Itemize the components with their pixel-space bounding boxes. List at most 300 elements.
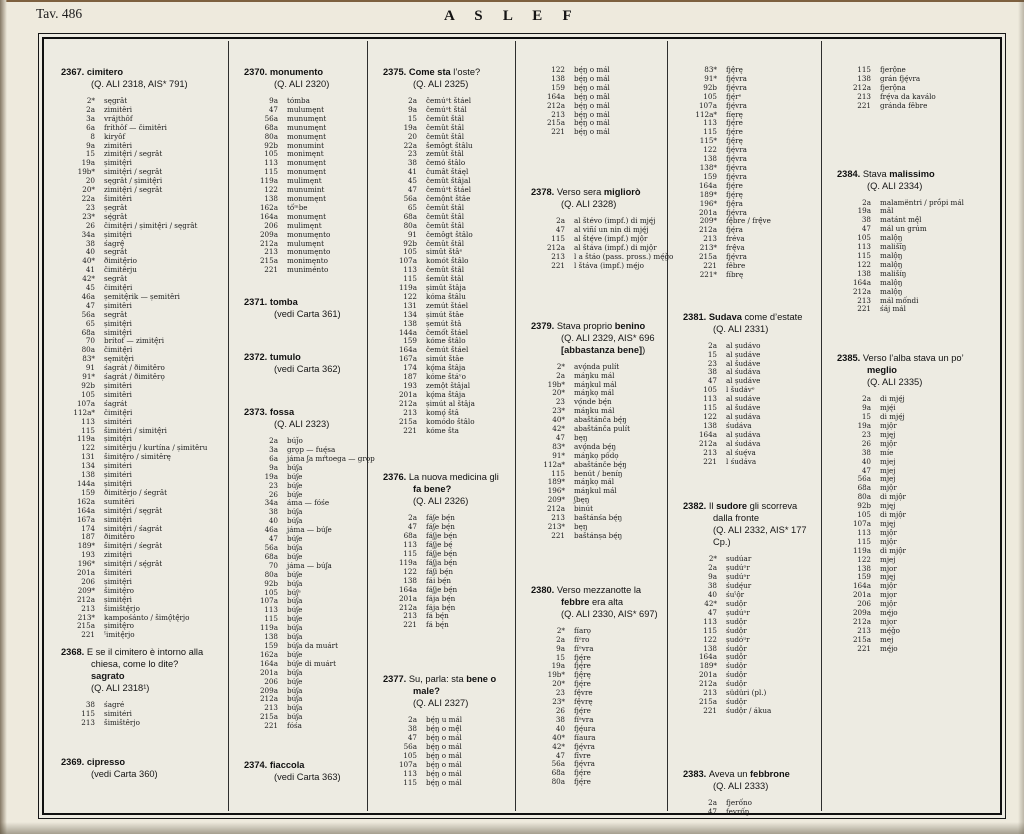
entry-dialect-form: monumęnt bbox=[287, 211, 326, 221]
entry-locality-ref: 115 bbox=[857, 65, 871, 74]
entry-locality-ref: 196* bbox=[699, 198, 717, 208]
entry-dialect-form: abaštánĉa bę́ŋ bbox=[574, 415, 627, 425]
entry-row bbox=[244, 669, 367, 678]
entry-dialect-form: simitę̂ri bbox=[104, 327, 132, 337]
entry-locality-ref: 119a bbox=[398, 557, 417, 567]
entry-locality-ref: 115 bbox=[857, 250, 871, 260]
entry-dialect-form: bę́ŋ o mál bbox=[426, 733, 462, 743]
entry-dialect-form: ṣudúᵃr bbox=[726, 607, 750, 617]
section-source-text: (Q. ALI 2335) bbox=[867, 377, 923, 388]
entry-locality-ref: 23* bbox=[82, 211, 95, 221]
entry-dialect-form: simitêrju / kurtína / ṣimitêru bbox=[104, 443, 208, 453]
entry-dialect-form: fréva bbox=[726, 234, 745, 244]
entry-locality-ref: 164a bbox=[76, 505, 95, 515]
entry-dialect-form: mál mốndi bbox=[880, 295, 919, 305]
entry-locality-ref: 144a bbox=[76, 478, 95, 488]
entry-locality-ref: 201a bbox=[76, 568, 95, 578]
entry-locality-ref: 47 bbox=[555, 432, 565, 442]
entry-locality-ref: 19b* bbox=[547, 379, 565, 389]
section-title-text: Verso mezzanotte la bbox=[556, 584, 642, 595]
entry-dialect-form: máŋku mál bbox=[574, 406, 615, 416]
entry-dialect-form: čimitę̂ri / ṣimitę̂ri / sęgrât bbox=[104, 220, 198, 230]
section-source-text: [abbastanza bene] bbox=[561, 344, 643, 355]
entry-list bbox=[837, 395, 998, 653]
entry-locality-ref: 115 bbox=[703, 127, 717, 137]
entry-locality-ref: 212a bbox=[76, 594, 95, 604]
entry-row bbox=[61, 631, 228, 640]
section-number: 2381. bbox=[683, 311, 709, 322]
column-4 bbox=[516, 41, 674, 811]
section-title-text: Verso sera bbox=[556, 187, 604, 198]
entry-dialect-form: búʃa bbox=[287, 712, 303, 722]
entry-dialect-form: čemût štâl bbox=[426, 202, 465, 212]
section-number: 2374. bbox=[244, 760, 270, 771]
entry-locality-ref: 215a bbox=[852, 634, 871, 644]
entry-dialect-form: čimitę̂ri bbox=[104, 407, 133, 417]
entry-dialect-form: mę́jo bbox=[880, 608, 898, 618]
entry-locality-ref: 115* bbox=[699, 136, 717, 146]
section-number: 2376. bbox=[383, 472, 409, 483]
entry-locality-ref: 80a bbox=[264, 569, 278, 579]
entry-dialect-form: simitéri bbox=[104, 709, 132, 719]
entry-dialect-form: fóśa bbox=[287, 721, 302, 731]
entry-locality-ref: 19b* bbox=[547, 670, 565, 680]
entry-row bbox=[244, 499, 367, 508]
entry-dialect-form: al ṣudáve bbox=[726, 349, 761, 359]
entry-dialect-form: čemût štâl bbox=[426, 131, 465, 141]
entry-dialect-form: simitêri bbox=[104, 389, 132, 399]
entry-row bbox=[61, 719, 228, 728]
entry-row bbox=[531, 716, 667, 725]
entry-locality-ref: 26 bbox=[85, 220, 95, 230]
entry-dialect-form: di mjộr bbox=[880, 510, 906, 520]
entry-dialect-form: benút / beníŋ bbox=[574, 468, 623, 478]
entry-dialect-form: mjej bbox=[880, 554, 896, 564]
section-number: 2380. bbox=[531, 584, 557, 595]
section-2385 bbox=[837, 352, 998, 653]
atlas-title: A S L E F bbox=[444, 8, 580, 24]
entry-locality-ref: 46a bbox=[264, 525, 278, 535]
entry-dialect-form: čemúᵒt štáel bbox=[426, 185, 472, 195]
entry-locality-ref: 138 bbox=[403, 575, 417, 585]
entry-locality-ref: 40 bbox=[85, 247, 95, 257]
entry-dialect-form: di mję́j bbox=[880, 394, 905, 404]
entry-locality-ref: 189* bbox=[699, 661, 717, 671]
section-title-text: Stava proprio bbox=[556, 320, 615, 331]
entry-dialect-form: malộŋ bbox=[880, 259, 903, 269]
entry-dialect-form: al ṣudávo bbox=[726, 340, 761, 350]
entry-locality-ref: 47 bbox=[268, 104, 278, 114]
entry-locality-ref: 80a bbox=[264, 131, 278, 141]
entry-locality-ref: 47 bbox=[85, 300, 95, 310]
entry-dialect-form: fáʃe bę́n bbox=[426, 513, 455, 523]
entry-row bbox=[683, 707, 821, 716]
entry-dialect-form: abaštánče bę́ŋ bbox=[574, 459, 627, 469]
entry-locality-ref: 138 bbox=[264, 193, 278, 203]
entry-dialect-form: mjộr bbox=[880, 599, 897, 609]
entry-locality-ref: 113 bbox=[403, 768, 417, 778]
section-source-text: (Q. ALI 2330, AIS* 697) bbox=[561, 608, 658, 619]
entry-dialect-form: búʃa da muárt bbox=[287, 640, 338, 650]
entry-dialect-form: bę́ŋ o mál bbox=[574, 100, 610, 110]
section-heading bbox=[531, 320, 667, 332]
entry-row bbox=[837, 645, 998, 654]
entry-list bbox=[531, 627, 667, 787]
entry-locality-ref: 221 bbox=[264, 721, 278, 731]
entry-locality-ref: 213 bbox=[857, 295, 871, 305]
entry-locality-ref: 213 bbox=[703, 234, 717, 244]
entry-dialect-form: fá bę́n bbox=[426, 611, 449, 621]
entry-locality-ref: 138 bbox=[264, 632, 278, 642]
entry-dialect-form: zemút štáel bbox=[426, 300, 469, 310]
entry-dialect-form: al šudáve bbox=[726, 403, 761, 413]
entry-dialect-form: šemôgt štâlu bbox=[426, 140, 473, 150]
entry-dialect-form: fę̂vrę bbox=[574, 697, 593, 707]
section-title-text: Verso l’alba stava un po’ bbox=[862, 353, 964, 364]
plate-frame-inner bbox=[42, 37, 1002, 815]
entry-locality-ref: 159 bbox=[703, 171, 717, 181]
entry-locality-ref: 113 bbox=[403, 265, 417, 275]
entry-locality-ref: 2* bbox=[708, 554, 717, 564]
section-number: 2379. bbox=[531, 320, 557, 331]
entry-dialect-form: fję́vra bbox=[726, 82, 747, 92]
entry-dialect-form: śudộr bbox=[726, 670, 747, 680]
section-source bbox=[683, 780, 821, 792]
section-source-text: (Q. ALI 2329, AIS* 696 bbox=[561, 332, 655, 343]
entry-locality-ref: 213* bbox=[77, 612, 95, 622]
entry-dialect-form: bę́ŋ o mál bbox=[426, 777, 462, 787]
entry-dialect-form: avǫ́nda pulít bbox=[574, 361, 620, 371]
section-title-text: Aveva un bbox=[708, 768, 751, 779]
section-number: 2372. bbox=[244, 352, 270, 363]
entry-dialect-form: fję́vra bbox=[726, 145, 747, 155]
entry-dialect-form: l a štáo (pass. pross.) mę́ǧo bbox=[574, 251, 674, 261]
section-source bbox=[837, 376, 998, 388]
entry-row bbox=[244, 266, 367, 275]
entry-dialect-form: mjộr bbox=[880, 581, 897, 591]
entry-locality-ref: 174 bbox=[403, 363, 417, 373]
entry-locality-ref: 2a bbox=[862, 394, 871, 404]
entry-locality-ref: 138 bbox=[403, 318, 417, 328]
section-heading bbox=[383, 673, 515, 697]
entry-dialect-form: munumęnt bbox=[287, 122, 327, 132]
entry-dialect-form: tốᵐbe bbox=[287, 202, 308, 212]
entry-locality-ref: 122 bbox=[703, 412, 717, 421]
entry-locality-ref: 2a bbox=[269, 436, 278, 446]
entry-locality-ref: 213 bbox=[551, 251, 565, 261]
entry-locality-ref: 20 bbox=[407, 131, 417, 141]
entry-dialect-form: fáʃe bę́n bbox=[426, 522, 455, 532]
entry-locality-ref: 164a bbox=[398, 345, 417, 355]
entry-dialect-form: čimitêrju bbox=[104, 265, 137, 275]
entry-locality-ref: 92b bbox=[264, 140, 278, 150]
section-source-text: (Q. ALI 2331) bbox=[713, 323, 769, 334]
section-title-text: monumento bbox=[269, 67, 324, 77]
entry-row bbox=[683, 573, 821, 582]
section-title-text: febbrone bbox=[750, 768, 790, 779]
entry-locality-ref: 221 bbox=[703, 705, 717, 715]
entry-dialect-form: fję̂rę bbox=[726, 65, 743, 74]
entry-list bbox=[683, 66, 821, 280]
entry-dialect-form: mjộr bbox=[880, 483, 897, 493]
section-title-text: l’oste? bbox=[453, 67, 481, 77]
entry-dialect-form: mjęj bbox=[880, 429, 896, 439]
entry-dialect-form: kóma štâlu bbox=[426, 291, 466, 301]
entry-dialect-form: kóme šta bbox=[426, 425, 459, 435]
entry-list bbox=[683, 555, 821, 715]
entry-locality-ref: 212a bbox=[398, 602, 417, 612]
entry-list bbox=[683, 342, 821, 467]
section-source-text: (Q. ALI 2325) bbox=[413, 79, 469, 89]
section-continued-list bbox=[837, 66, 998, 111]
entry-dialect-form: śuˁộr bbox=[726, 590, 745, 600]
section-title-text: E se il cimitero è intorno alla chiesa, come lo dite? bbox=[86, 647, 204, 670]
entry-dialect-form: fíᵉvra bbox=[574, 643, 594, 653]
entry-dialect-form: mâl bbox=[880, 206, 894, 216]
entry-locality-ref: 34a bbox=[81, 229, 95, 239]
entry-dialect-form: śagrát bbox=[104, 398, 128, 408]
entry-dialect-form: máŋkọ mál bbox=[574, 477, 615, 487]
entry-locality-ref: 115 bbox=[81, 709, 95, 719]
column-2 bbox=[229, 41, 375, 811]
entry-locality-ref: 119a bbox=[259, 176, 278, 186]
entry-locality-ref: 113 bbox=[703, 616, 717, 626]
entry-locality-ref: 206 bbox=[857, 599, 871, 609]
section-2375 bbox=[383, 66, 515, 435]
section-title-text: tumulo bbox=[269, 352, 301, 363]
entry-dialect-form: fję̂rę bbox=[726, 136, 743, 146]
entry-dialect-form: matánt mę̂l bbox=[880, 215, 922, 225]
section-title-text: Su, parla: sta bbox=[408, 674, 467, 685]
entry-dialect-form: munumęnt bbox=[287, 113, 327, 123]
entry-locality-ref: 122 bbox=[857, 259, 871, 269]
entry-dialect-form: fjerộne bbox=[880, 65, 906, 74]
section-source-text: (Q. ALI 2332, AIS* 177 Cp.) bbox=[713, 525, 807, 548]
entry-locality-ref: 2a bbox=[556, 634, 565, 644]
entry-locality-ref: 46a bbox=[81, 291, 95, 301]
entry-locality-ref: 68a bbox=[81, 327, 95, 337]
entry-dialect-form: ṣimitę̂ri bbox=[104, 229, 132, 239]
entry-dialect-form: čimitę̂ri bbox=[104, 345, 133, 355]
entry-dialect-form: čemó štâlo bbox=[426, 158, 466, 168]
entry-locality-ref: 34a bbox=[264, 498, 278, 508]
entry-dialect-form: monumęnt bbox=[287, 131, 326, 141]
entry-locality-ref: 40 bbox=[268, 516, 278, 526]
entry-list bbox=[383, 97, 515, 435]
entry-locality-ref: 83* bbox=[552, 441, 565, 451]
section-title-text: bene o male? bbox=[413, 674, 497, 697]
entry-dialect-form: ṣimitę̂ri bbox=[104, 434, 132, 444]
section-2378 bbox=[531, 186, 674, 270]
section-title-text: malissimo bbox=[889, 168, 935, 179]
entry-locality-ref: 113 bbox=[857, 242, 871, 252]
entry-dialect-form: śagrę̂ bbox=[104, 238, 125, 248]
section-source bbox=[531, 608, 667, 620]
entry-row bbox=[531, 636, 667, 645]
entry-locality-ref: 107a bbox=[852, 519, 871, 528]
entry-list bbox=[244, 97, 367, 275]
entry-dialect-form: fáʃi bę́n bbox=[426, 566, 453, 576]
entry-locality-ref: 164a bbox=[698, 180, 717, 190]
entry-locality-ref: 213 bbox=[264, 247, 278, 257]
entry-dialect-form: búʃe bbox=[287, 649, 303, 659]
entry-locality-ref: 68a bbox=[403, 531, 417, 541]
entry-dialect-form: fję́re bbox=[574, 705, 591, 715]
entry-dialect-form: bę́ŋ o mál bbox=[426, 750, 462, 760]
entry-locality-ref: 8 bbox=[90, 131, 95, 141]
section-title-text: Sudava bbox=[708, 311, 742, 322]
entry-dialect-form: bę́ŋ o mál bbox=[574, 109, 610, 119]
entry-row bbox=[837, 305, 998, 314]
entry-locality-ref: 80a bbox=[403, 220, 417, 230]
entry-dialect-form: frę̂va bbox=[726, 243, 745, 253]
entry-locality-ref: 131 bbox=[403, 300, 417, 310]
section-heading bbox=[837, 352, 998, 376]
entry-locality-ref: 20* bbox=[552, 679, 565, 689]
scan-edge-right bbox=[1018, 0, 1024, 834]
entry-dialect-form: zimitêri bbox=[104, 140, 133, 150]
entry-dialect-form: bę́ŋ o mę̂l bbox=[426, 724, 462, 734]
entry-locality-ref: 138 bbox=[857, 268, 871, 278]
entry-list bbox=[383, 514, 515, 630]
entry-dialect-form: ṣimitę̂ri bbox=[104, 158, 132, 168]
entry-dialect-form: máŋkul mál bbox=[574, 379, 617, 389]
section-heading bbox=[244, 759, 367, 771]
entry-dialect-form: śudộr bbox=[726, 679, 747, 689]
entry-locality-ref: 38 bbox=[707, 367, 717, 377]
entry-list bbox=[383, 716, 515, 787]
entry-dialect-form: sęgrât / ṣimitę̂ri bbox=[104, 176, 163, 186]
entry-row bbox=[531, 532, 667, 541]
section-2381 bbox=[683, 311, 821, 467]
entry-dialect-form: mę́jo bbox=[880, 643, 898, 653]
entry-locality-ref: 56a bbox=[264, 543, 278, 552]
entry-locality-ref: 105 bbox=[403, 750, 417, 760]
section-source-text: (Q. ALI 2333) bbox=[713, 780, 769, 791]
entry-dialect-form: fîvre bbox=[574, 750, 591, 760]
section-source bbox=[531, 198, 667, 210]
entry-dialect-form: fję́rᵉ bbox=[726, 91, 742, 101]
entry-locality-ref: 164a bbox=[259, 658, 278, 668]
entry-dialect-form: fję́vra bbox=[726, 252, 747, 262]
entry-dialect-form: śudộr bbox=[726, 661, 747, 671]
entry-dialect-form: al viñí un nin di mję́j bbox=[574, 225, 649, 235]
entry-locality-ref: 47 bbox=[555, 750, 565, 760]
entry-locality-ref: 212a bbox=[546, 100, 565, 110]
section-heading bbox=[244, 406, 367, 418]
entry-dialect-form: ṣudúᵒr bbox=[726, 563, 750, 573]
entry-dialect-form: baštánṣa bę́ŋ bbox=[574, 530, 623, 540]
section-source bbox=[244, 418, 367, 430]
section-title-text: era alta bbox=[589, 596, 624, 607]
entry-locality-ref: 9a bbox=[408, 104, 417, 114]
entry-dialect-form: čemúᵒt štál bbox=[426, 104, 467, 114]
entry-locality-ref: 113 bbox=[857, 527, 871, 537]
entry-dialect-form: bę́ŋ o mâl bbox=[574, 91, 610, 101]
entry-locality-ref: 122 bbox=[81, 443, 95, 453]
entry-locality-ref: 9a bbox=[269, 96, 278, 105]
entry-locality-ref: 68a bbox=[264, 551, 278, 561]
entry-locality-ref: 206 bbox=[264, 676, 278, 686]
entry-dialect-form: šemût štâl bbox=[426, 274, 464, 284]
entry-dialect-form: mulumęnt bbox=[287, 104, 324, 114]
section-heading bbox=[531, 186, 667, 198]
entry-locality-ref: 115 bbox=[264, 614, 278, 624]
entry-locality-ref: 9a bbox=[556, 643, 565, 653]
entry-locality-ref: 215a bbox=[259, 712, 278, 722]
entry-locality-ref: 56a bbox=[81, 309, 95, 319]
entry-locality-ref: 221 bbox=[857, 304, 871, 314]
section-title-text: ? bbox=[445, 484, 452, 495]
section-source bbox=[683, 323, 821, 335]
section-heading bbox=[61, 756, 228, 768]
entry-locality-ref: 15 bbox=[407, 113, 417, 123]
entry-locality-ref: 2a bbox=[708, 340, 717, 350]
entry-dialect-form: čimitę̂ri bbox=[104, 283, 133, 293]
entry-dialect-form: ṣimitéri bbox=[104, 470, 132, 480]
entry-row bbox=[244, 580, 367, 589]
section-source-text: (Q. ALI 2318¹) bbox=[91, 683, 150, 694]
entry-locality-ref: 159 bbox=[551, 82, 565, 92]
entry-dialect-form: al štévo (impf.) di mję́j bbox=[574, 216, 656, 226]
entry-dialect-form: fję̂rę bbox=[574, 670, 591, 680]
entry-locality-ref: 91 bbox=[407, 229, 417, 239]
entry-dialect-form: śudộr bbox=[726, 625, 747, 635]
entry-dialect-form: bę́ŋ o mál bbox=[426, 768, 462, 778]
entry-dialect-form: ˁimitę̂rjo bbox=[104, 630, 135, 640]
entry-dialect-form: komót štâlo bbox=[426, 256, 469, 266]
entry-dialect-form: zimitę̂ri bbox=[104, 550, 133, 560]
entry-locality-ref: 91 bbox=[85, 363, 95, 373]
entry-dialect-form: kǫ́ma štâja bbox=[426, 363, 466, 373]
entry-dialect-form: mej bbox=[880, 634, 894, 644]
entry-dialect-form: ṣudộr bbox=[726, 652, 747, 662]
entry-row bbox=[683, 458, 821, 467]
entry-dialect-form: búʃa bbox=[287, 694, 303, 704]
section-title-text: come d’estate bbox=[741, 311, 803, 322]
entry-dialect-form: sęmitę̂ri bbox=[104, 354, 134, 364]
entry-dialect-form: búʃa bbox=[287, 507, 303, 517]
entry-dialect-form: búʃa bbox=[287, 516, 303, 526]
entry-locality-ref: 9a bbox=[269, 462, 278, 472]
entry-dialect-form: monumint bbox=[287, 140, 325, 150]
entry-dialect-form: ṣimút štâe bbox=[426, 309, 464, 319]
entry-locality-ref: 80a bbox=[857, 492, 871, 502]
entry-dialect-form: fíęrę bbox=[726, 109, 743, 119]
entry-dialect-form: simitéri bbox=[104, 416, 132, 426]
entry-locality-ref: 83* bbox=[82, 354, 95, 364]
entry-locality-ref: 212a bbox=[398, 398, 417, 408]
entry-dialect-form: búʃa bbox=[287, 685, 303, 695]
entry-dialect-form: monumęnt bbox=[287, 193, 326, 203]
section-2377 bbox=[383, 673, 515, 787]
entry-dialect-form: grán fję́vra bbox=[880, 73, 921, 83]
entry-dialect-form: búʃa bbox=[287, 703, 303, 713]
entry-list bbox=[837, 199, 998, 315]
entry-dialect-form: mališĩŋ bbox=[880, 242, 907, 252]
section-2372 bbox=[244, 351, 367, 375]
entry-dialect-form: abaštánča pulít bbox=[574, 424, 630, 434]
entry-locality-ref: 113 bbox=[264, 158, 278, 168]
entry-dialect-form: bęŋ bbox=[574, 432, 588, 442]
entry-dialect-form: mjej bbox=[880, 456, 896, 466]
entry-dialect-form: komódo štâlo bbox=[426, 416, 475, 426]
entry-locality-ref: 92b bbox=[81, 381, 95, 390]
entry-dialect-form: simitę̂ri / śagrát bbox=[104, 523, 163, 533]
entry-row bbox=[244, 722, 367, 731]
entry-locality-ref: 56a bbox=[403, 193, 417, 203]
section-number: 2370. bbox=[244, 67, 270, 77]
